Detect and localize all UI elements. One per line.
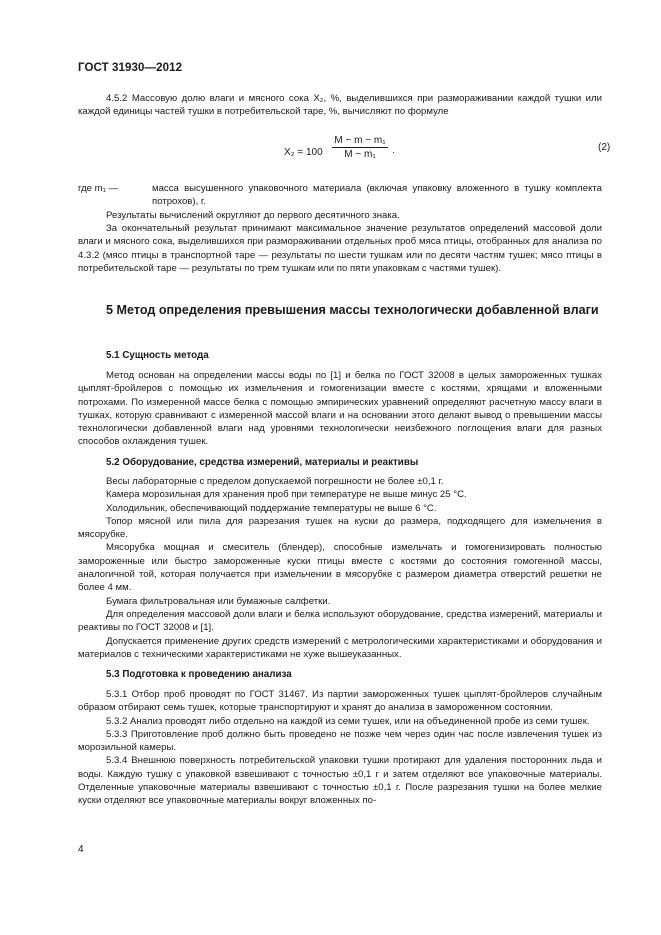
list-item: 5.3.2 Анализ проводят либо отдельно на каждой из семи тушек, или на объединенной пробе из семи тушек.: [106, 715, 590, 727]
paragraph-4-5-2: 4.5.2 Массовую долю влаги и мясного сока X₂, %, выделившихся при размораживании каждой тушки или каждой единицы частей тушки в потребительской таре, %, вычисляют по формуле: [78, 93, 602, 118]
formula-numerator: M − m − m₁: [332, 135, 388, 148]
list-item: Камера морозильная для хранения проб при температуре не выше минус 25 °С.: [106, 489, 467, 501]
section-5-2-heading: 5.2 Оборудование, средства измерений, материалы и реактивы: [106, 457, 419, 468]
page-number: 4: [78, 844, 84, 855]
list-item: 5.3.1 Отбор проб проводят по ГОСТ 31467. Из партии замороженных тушек цыплят-бройлеров случайным образом отбирают семь тушек, которые транспортируют и хранят до анализа в замороженном состоянии.: [78, 689, 602, 714]
list-item: Бумага фильтровальная или бумажные салфетки.: [106, 595, 331, 607]
formula-fraction: [332, 135, 388, 160]
section-5-title: 5 Метод определения превышения массы технологически добавленной влаги: [106, 303, 599, 317]
list-item: Мясорубка мощная и смеситель (блендер), способные измельчать и гомогенизировать полностью замороженные или быстро замороженные куски птицы вместе с костями до состояния гомогенной массы, аналогичной той, которая получается при измельчении в мясорубке с размером диаметра отверстий решетки не более 4 мм.: [78, 542, 602, 594]
list-item: Весы лабораторные с пределом допускаемой погрешности не более ±0,1 г.: [106, 476, 444, 487]
list-item: 5.3.3 Приготовление проб должно быть проведено не позже чем через один час после извлечения тушек из морозильной камеры.: [78, 728, 602, 754]
section-5-3-list: [78, 688, 602, 808]
page-header-title: ГОСТ 31930—2012: [78, 62, 183, 74]
list-item: 5.3.4 Внешнюю поверхность потребительской упаковки тушки протирают для удаления посторонних льда и воды. Каждую тушку с упаковкой взвешивают с точностью ±0,1 г и затем отделяют все упаковочные материалы. Отделенные упаковочные материалы взвешивают с точностью ±0,1 г. После разрезания тушки на более мелкие куски отделяют все упаковочные материалы вокруг вложенных по-: [78, 755, 602, 807]
list-item: Допускается применение других средств измерений с метрологическими характеристиками и оборудования и материалов с техническими характеристиками не хуже вышеуказанных.: [78, 635, 602, 660]
list-item: Для определения массовой доли влаги и белка используют оборудование, средства измерений, материалы и реактивы по ГОСТ 32008 и [1].: [78, 608, 602, 634]
section-5-1-heading: 5.1 Сущность метода: [106, 350, 209, 361]
paragraph-rounding: Результаты вычислений округляют до первого десятичного знака.: [106, 210, 400, 221]
legend-text: масса высушенного упаковочного материала (включая упаковку вложенного в тушку комплекта потрохов), г.: [152, 183, 602, 208]
formula-lhs: X₂ = 100: [284, 147, 323, 158]
formula-legend: [78, 182, 602, 209]
formula-denominator: M − m₁: [344, 149, 376, 160]
section-5-2-list: [78, 475, 602, 661]
formula-number: (2): [598, 142, 611, 153]
paragraph-final-result: За окончательный результат принимают максимальное значение результатов определений массовой доли влаги и мясного сока, выделившихся при размораживании отдельных проб мяса птицы, отобранных для анализа по 4.3.2 (мясо птицы в транспортной таре — результаты по шести тушкам или по десяти частям тушек; мясо птицы в потребительской таре — результаты по трем тушкам или по пяти упаковкам с частями тушек).: [78, 223, 602, 274]
list-item: Холодильник, обеспечивающий поддержание температуры не выше 6 °С.: [106, 502, 437, 514]
formula-tail: ·: [392, 147, 396, 158]
section-5-3-heading: 5.3 Подготовка к проведению анализа: [106, 669, 292, 680]
list-item: Топор мясной или пила для разрезания тушек на куски до размера, подходящего для измельчения в мясорубке.: [78, 515, 602, 541]
legend-label: где m₁ —: [78, 183, 119, 194]
section-5-1-text: Метод основан на определении массы воды по [1] и белка по ГОСТ 32008 в целых замороженных тушках цыплят-бройлеров с помощью их измельчения и гомогенизации вместе с костями, хрящами и вложенными потрохами. По измеренной массе белка с помощью эмпирических уравнений определяют расчетную массу влаги в тушках, которую сравнивают с измеренной массой влаги и на основании этого делают вывод о превышении массы технологически добавленной влаги над уровнями технологически неизбежного поглощения влаги для разных способов охлаждения тушек.: [78, 370, 602, 448]
